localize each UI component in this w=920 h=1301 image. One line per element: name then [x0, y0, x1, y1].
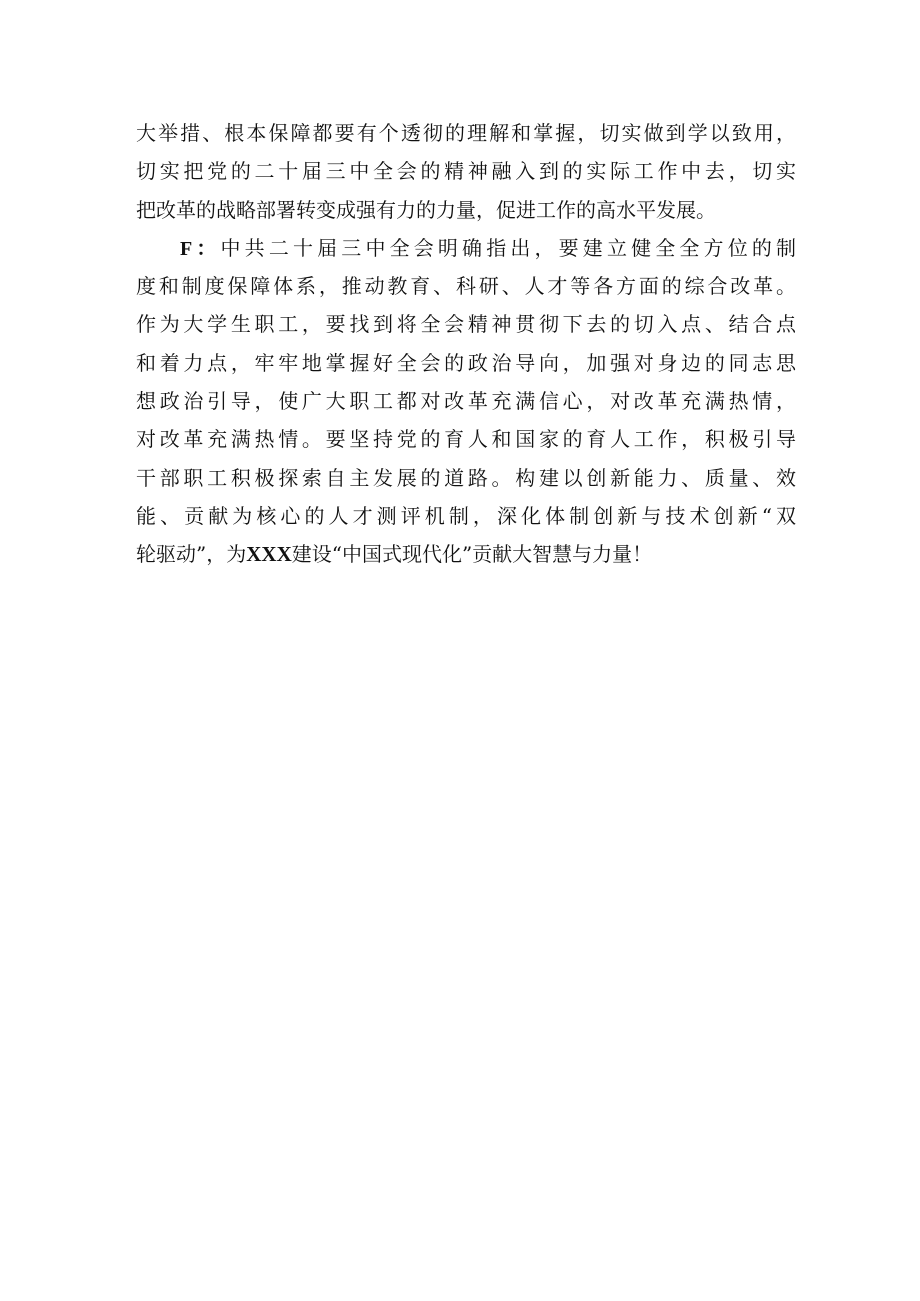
paragraph-2-line-5: 想政治引导，使广大职工都对改革充满信心，对改革充满热情， — [136, 389, 796, 414]
paragraph-2-line-1-text: 中共二十届三中全会明确指出，要建立健全全方位的制 — [220, 235, 796, 260]
paragraph-2-line-4: 和着力点，牢牢地掌握好全会的政治导向，加强对身边的同志思 — [136, 350, 796, 375]
speaker-label: F： — [180, 237, 221, 260]
paragraph-1-line-3: 把改革的战略部署转变成强有力的力量，促进工作的高水平发展。 — [136, 197, 716, 222]
paragraph-1-line-1: 大举措、根本保障都要有个透彻的理解和掌握，切实做到学以致用， — [136, 121, 796, 145]
paragraph-2-line-1 — [136, 229, 796, 267]
paragraph-2-line-3: 作为大学生职工，要找到将全会精神贯彻下去的切入点、结合点 — [136, 312, 796, 337]
paragraph-2-line-8: 能、贡献为核心的人才测评机制，深化体制创新与技术创新“双 — [136, 503, 796, 528]
paragraph-1-line-2: 切实把党的二十届三中全会的精神融入到的实际工作中去，切实 — [136, 159, 796, 184]
paragraph-2-line-7: 干部职工积极探索自主发展的道路。构建以创新能力、质量、效 — [136, 465, 796, 490]
document-body — [136, 114, 796, 574]
paragraph-2-line-9 — [136, 535, 796, 573]
last-line-suffix: 建设“中国式现代化”贡献大智慧与力量！ — [291, 542, 653, 567]
paragraph-2-line-2: 度和制度保障体系，推动教育、科研、人才等各方面的综合改革。 — [136, 274, 796, 299]
last-line-prefix: 轮驱动”，为 — [136, 542, 247, 567]
placeholder-xxx: XXX — [246, 542, 292, 567]
paragraph-2-line-6: 对改革充满热情。要坚持党的育人和国家的育人工作，积极引导 — [136, 427, 796, 452]
